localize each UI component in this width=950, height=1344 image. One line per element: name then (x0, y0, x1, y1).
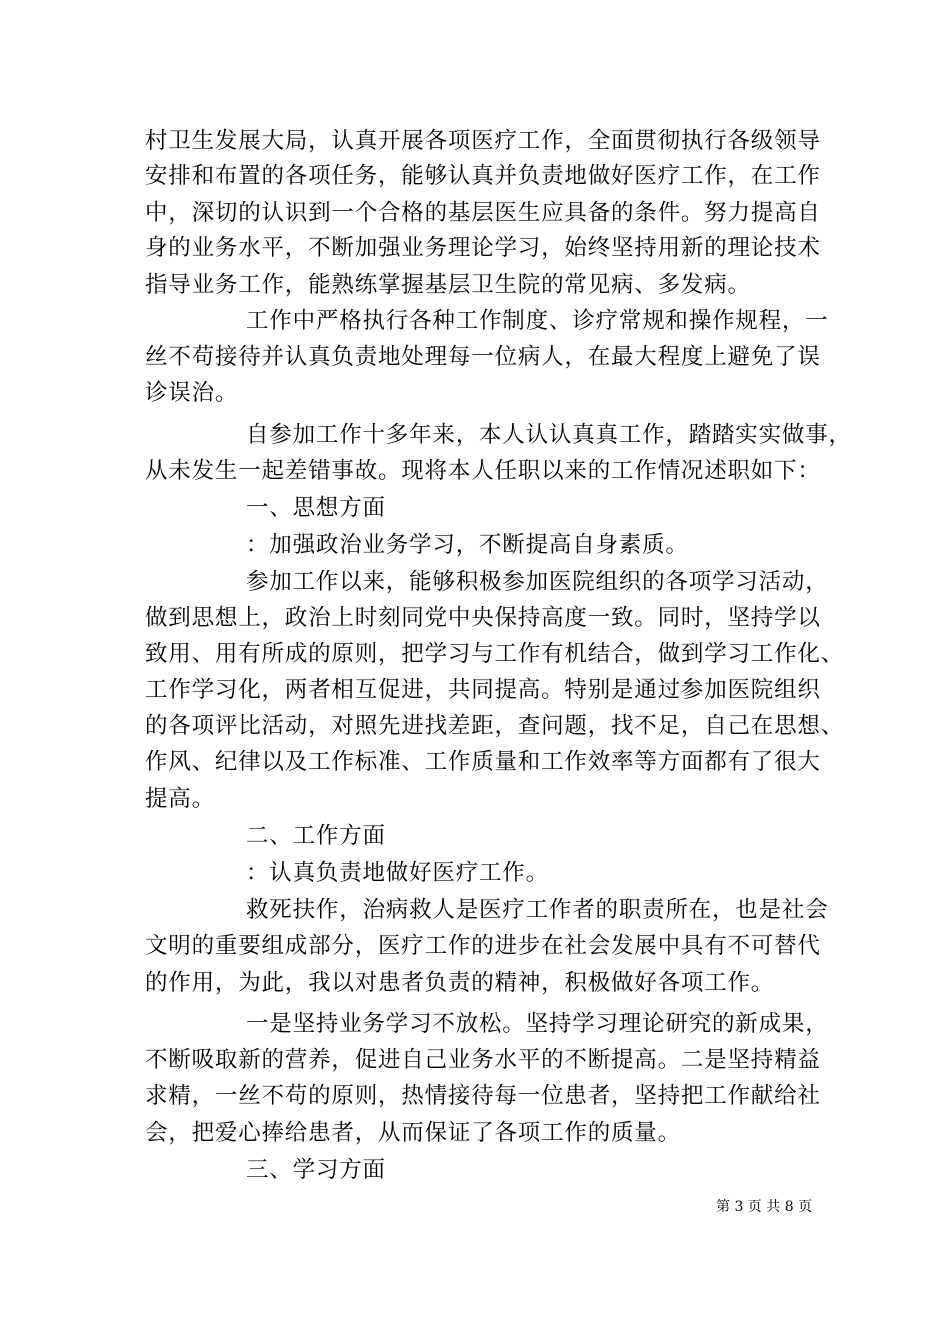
paragraph-first-line: 工作中严格执行各种工作制度、诊疗常规和操作规程，一 (246, 308, 829, 334)
text-line: 丝不苟接待并认真负责地处理每一位病人，在最大程度上避免了误 (145, 344, 821, 370)
text-line: 中，深切的认识到一个合格的基层医生应具备的条件。努力提高自 (145, 200, 821, 226)
sub-heading: ：加强政治业务学习，不断提高自身素质。 (246, 532, 689, 558)
text-line: 会，把爱心捧给患者，从而保证了各项工作的质量。 (145, 1120, 681, 1146)
text-line: 作风、纪律以及工作标准、工作质量和工作效率等方面都有了很大 (145, 749, 821, 775)
text-line: 安排和布置的各项任务，能够认真并负责地做好医疗工作，在工作 (145, 163, 821, 189)
text-line: 致用、用有所成的原则，把学习与工作有机结合，做到学习工作化、 (145, 641, 845, 667)
paragraph-first-line: 救死扶作，治病救人是医疗工作者的职责所在，也是社会 (246, 897, 829, 923)
paragraph-first-line: 自参加工作十多年来，本人认认真真工作，踏踏实实做事， (246, 422, 852, 448)
text-line: 不断吸取新的营养，促进自己业务水平的不断提高。二是坚持精益 (145, 1047, 821, 1073)
section-heading: 三、学习方面 (246, 1157, 386, 1183)
section-heading: 一、思想方面 (246, 495, 386, 521)
text-line: 从未发生一起差错事故。现将本人任职以来的工作情况述职如下： (145, 458, 821, 484)
page-number: 第 3 页 共 8 页 (716, 1199, 813, 1215)
text-line: 村卫生发展大局，认真开展各项医疗工作，全面贯彻执行各级领导 (145, 128, 821, 154)
text-line: 做到思想上，政治上时刻同党中央保持高度一致。同时，坚持学以 (145, 605, 821, 631)
text-line: 身的业务水平，不断加强业务理论学习，始终坚持用新的理论技术 (145, 235, 821, 261)
text-line: 工作学习化，两者相互促进，共同提高。特别是通过参加医院组织 (145, 677, 821, 703)
text-line: 求精，一丝不苟的原则，热情接待每一位患者，坚持把工作献给社 (145, 1083, 821, 1109)
paragraph-first-line: 参加工作以来，能够积极参加医院组织的各项学习活动， (246, 569, 829, 595)
text-line: 文明的重要组成部分，医疗工作的进步在社会发展中具有不可替代 (145, 933, 821, 959)
section-heading: 二、工作方面 (246, 823, 386, 849)
sub-heading: ：认真负责地做好医疗工作。 (246, 860, 549, 886)
text-line: 提高。 (145, 786, 215, 812)
text-line: 指导业务工作，能熟练掌握基层卫生院的常见病、多发病。 (145, 272, 751, 298)
text-line: 诊误治。 (145, 380, 239, 406)
paragraph-first-line: 一是坚持业务学习不放松。坚持学习理论研究的新成果， (246, 1011, 829, 1037)
text-line: 的作用，为此，我以对患者负责的精神，积极做好各项工作。 (145, 970, 775, 996)
text-line: 的各项评比活动，对照先进找差距，查问题，找不足，自己在思想、 (145, 713, 845, 739)
